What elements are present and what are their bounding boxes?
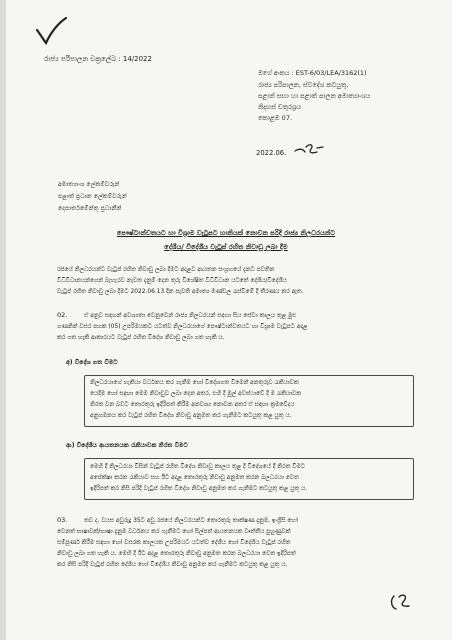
paragraph-number: 03. [57,516,68,524]
paragraph-03-line: නිවාඩු ලබා ගත හැකි ය. මෙහි දී ඊට අදාළ තොරතුරු නිවාඩු අනුමත කරන බලධරයා වෙත ඉදිරිපත් [57,551,296,557]
sender-address-line: පළාත් සභා හා පළාත් පාලන අමාත්‍යාංශය [258,92,371,100]
page-edge-shadow [0,0,6,640]
handwritten-page-number [388,590,412,612]
handwritten-date-day [292,139,326,159]
sender-address-line: රාජ්‍ය පරිපාලන, ස්වදේශ කටයුතු, [258,81,349,89]
paragraph-03-line: සම්පූර්ණ කිරීම සඳහා හෝ වසරක කාලයක උපරිමයට යටත්ව දේශීය හෝ විදේශීය වැටුප් රහිත [57,540,291,546]
intro-paragraph-line: වැටුප් රහිත නිවාඩු ලබා දීමට 2022.06.13 දින පැවති අමාත්‍ය මණ්ඩල රැස්වීමේ දී තීරණය කර ඇත. [57,289,304,295]
recipient-line: අමාත්‍යාංශ ලේකම්වරුන් [58,181,120,188]
section-a-heading: අ) විදේශ ගත වීමට [66,359,118,366]
paragraph-02-line: ගණනින් වසර පහක (05) උපරිමයකට යටත්ව නිලධරයාගේ පෞෂ්ටාන්වතයට හා විශ්‍රාම වැටුපට අදාළ [57,324,308,330]
paragraph-03-line: කර නිසි පරිදි වැටුප් රහිත දේශීය හෝ විදේශීය නිවාඩු අනුමත කර ගැනීමට කටයුතු කළ යුතු ය. [57,562,288,568]
section-b-heading: ආ) විදේශීය ආයතනයක රැකියාවක නිරත වීමට [66,442,188,449]
section-b-line: අපේක්ෂා කරන රැකියාව සහ ඊට අදාළ තොරතුරු නිවාඩු අනුමත කරන බලධරයා වෙත [90,475,299,481]
section-a-line: නිරත වන බවට තොරතුරු ඉදිරිපත් කිරීම අනවශ්‍ය නොවන අතර ඒ සඳහා ක්‍රමවේදය [90,402,295,408]
section-a-line: අනුගමනය කර වැටුප් රහිත විදේශ නිවාඩු අනුමත කර ගැනීමට කටයුතු කළ යුතු ය. [90,413,292,419]
section-b-line: ඉදිරිපත් කර නිසි පරිදි වැටුප් රහිත විදේශ නිවාඩු අනුමත කර ගැනීමට කටයුතු කළ යුතු ය. [90,486,308,492]
sender-address-line: නිදහස් චතුරශ්‍රය [258,103,302,111]
document-title-line-2: දේශීය/ විදේශීය වැටුප් රහිත නිවාඩු ලබා දීම [164,243,288,251]
section-a-line: යෙදීම හෝ සඳහා මෙම නිවාඩුව ලබා දෙන අතර, එහි දී මුල් අවස්ථාවේ දී ම රැකියාවක [90,391,302,397]
paragraph-number: 02. [57,311,68,319]
circular-number: රාජ්‍ය පරිපාලන චක්‍රලේඛ : 14/2022 [44,55,152,63]
section-b-line: මෙහි දී නිලධරයා විසින් වැටුප් රහිත විදේශ නිවාඩු කාලය තුළ දී විදේශයේ දී නිරත වීමට [90,464,305,470]
sender-address-line: කොළඹ 07. [258,114,293,122]
paragraph-02-line: ඒ අනුව සඳහන් අවශ්‍යතා වෙනුවෙන් රාජ්‍ය නිලධරයන් සඳහා සිය සේවා කාලය තුළ මුළු [84,313,297,319]
handwritten-check-mark [34,16,68,46]
paragraph-03-line: තව ද, වයස අවුරුදු 35ට අඩු රජයේ නිලධරයන්ට තොරතුරු තාක්ෂණ දැනුම, ඉංග්‍රීසි හෝ [84,518,298,524]
paragraph-02-line: කර ගත හැකි ආකාරයට වැටුප් රහිත විදේශ නිවාඩු ලබා ගත හැකි ය. [57,335,225,341]
document-title-line-1: පෞෂ්ටාන්වතයට හා විශ්‍රාම වැටුපට හානියක් නොවන පරිදි රාජ්‍ය නිලධරයන්ට [116,229,336,237]
sender-reference: මගේ අංකය : EST-6/03/LEA/3162(1) [258,69,367,77]
intro-paragraph-line: රජයේ නිලධරයන්ට වැටුප් රහිත නිවාඩු ලබා දීමට අදාළව ආයතන සංග්‍රහයේ දැනට පවතින [57,267,275,273]
recipient-line: දෙපාර්තමේන්තු ප්‍රධානීන් [58,205,122,212]
intro-paragraph-line: විධිවිධානයන්ගෙන් බැහැරව නැවත දැනුම් දෙන තුරු විශේෂිත විධිවිධාන යටතේ දේශීය/විදේශීය [57,278,287,284]
paragraph-03-line: වෙනත් භාෂාවක්/භාෂා දැනුම වර්ධනය කර ගැනීමට හෝ සිල්පත් ආයතනයක වෘත්තීය පුහුණුවක් [57,529,291,535]
recipient-line: පළාත් ප්‍රධාන ලේකම්වරුන් [58,193,127,200]
letter-date: 2022.06. [256,149,287,157]
section-a-line: නිලධරයාගේ හැකියා වර්ධනය කර ගැනීම හෝ විදේශගත වීමෙන් අනතුරුව රැකියාවක [90,380,299,386]
